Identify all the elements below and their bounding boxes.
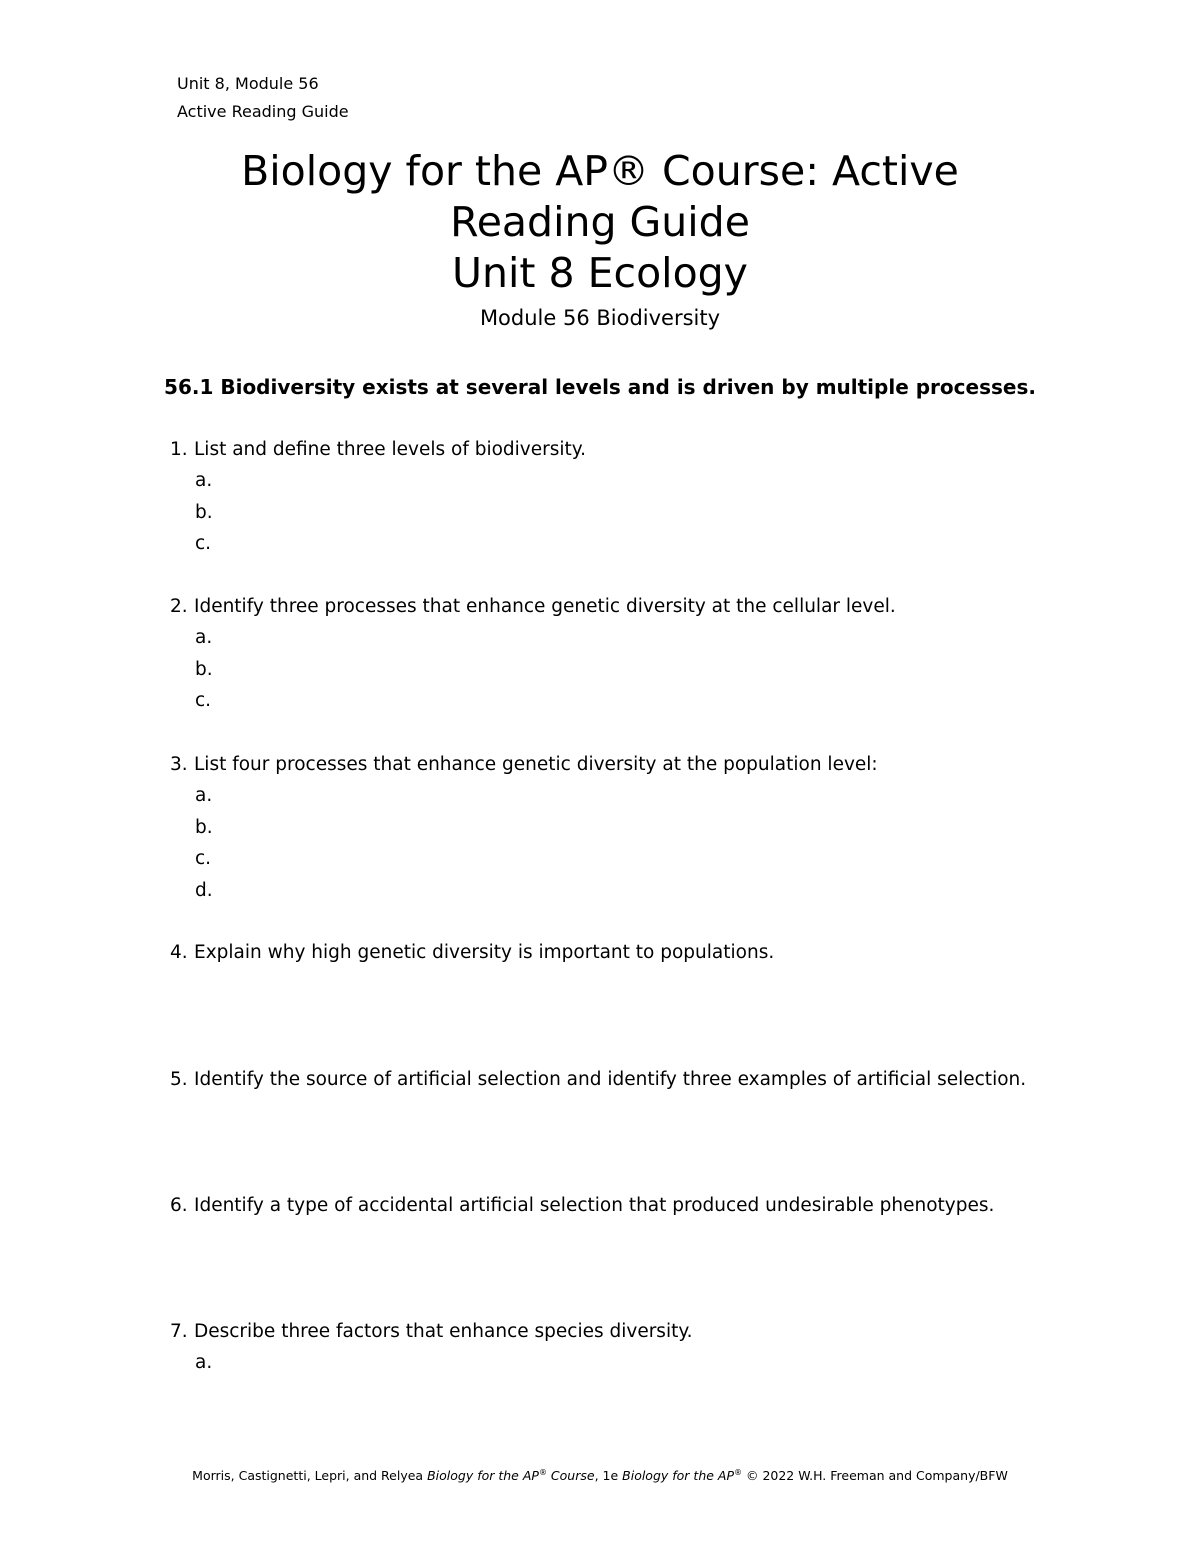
question-1 — [170, 435, 1130, 560]
page-footer — [0, 1463, 1200, 1486]
question-text: List four processes that enhance genetic diversity at the population level: — [194, 754, 878, 775]
question-5 — [170, 1065, 1130, 1095]
question-text: Describe three factors that enhance species diversity. — [194, 1321, 693, 1342]
footer-edition: , 1e — [594, 1468, 623, 1484]
question-3 — [170, 750, 1130, 906]
title-line-1: Biology for the AP® Course: Active — [241, 147, 959, 195]
question-6 — [170, 1191, 1130, 1221]
footer-registered-mark: ® — [538, 1468, 547, 1477]
header-guide-label: Active Reading Guide — [177, 102, 349, 121]
answer-list — [195, 1347, 1130, 1379]
question-text: Identify three processes that enhance genetic diversity at the cellular level. — [194, 596, 896, 617]
answer-list — [195, 622, 1130, 717]
footer-authors: Morris, Castignetti, Lepri, and Relyea — [192, 1468, 428, 1484]
question-number: 5. — [170, 1069, 188, 1090]
footer-copyright: © 2022 W.H. Freeman and Company/BFW — [742, 1468, 1008, 1484]
answer-item-c: c. — [195, 690, 212, 711]
answer-item-a: a. — [195, 1352, 213, 1373]
page-header — [177, 70, 349, 126]
question-number: 4. — [170, 942, 188, 963]
answer-item-a: a. — [195, 785, 213, 806]
footer-book-title-2: Biology for the AP — [622, 1468, 734, 1484]
module-subtitle: Module 56 Biodiversity — [479, 306, 721, 330]
question-number: 7. — [170, 1321, 188, 1342]
footer-book-title-rest: Course — [546, 1468, 595, 1484]
question-2 — [170, 592, 1130, 717]
footer-registered-mark-2: ® — [734, 1468, 742, 1477]
section-heading: 56.1 Biodiversity exists at several levels and is driven by multiple processes. — [164, 375, 1036, 399]
question-number: 2. — [170, 596, 188, 617]
title-line-2: Reading Guide — [450, 198, 750, 246]
answer-item-b: b. — [195, 816, 213, 838]
question-text: Identify a type of accidental artificial selection that produced undesirable phenotypes. — [194, 1195, 995, 1216]
answer-item-c: c. — [195, 533, 212, 554]
header-unit-module: Unit 8, Module 56 — [177, 74, 319, 93]
answer-item-b: b. — [195, 501, 213, 523]
question-text: Identify the source of artificial selection and identify three examples of artificial selection. — [194, 1069, 1027, 1090]
answer-list — [195, 465, 1130, 560]
question-7 — [170, 1317, 1130, 1379]
answer-item-a: a. — [195, 627, 213, 648]
answer-item-a: a. — [195, 470, 213, 491]
question-number: 6. — [170, 1195, 188, 1216]
footer-book-title: Biology for the AP — [427, 1468, 539, 1484]
title-line-3: Unit 8 Ecology — [452, 249, 748, 297]
answer-item-b: b. — [195, 658, 213, 680]
question-4 — [170, 938, 1130, 968]
question-text: List and define three levels of biodiversity. — [194, 439, 586, 460]
answer-item-d: d. — [195, 879, 213, 901]
answer-item-c: c. — [195, 848, 212, 869]
question-text: Explain why high genetic diversity is important to populations. — [194, 942, 775, 963]
answer-list — [195, 780, 1130, 906]
question-number: 1. — [170, 439, 188, 460]
question-number: 3. — [170, 754, 188, 775]
title-block — [0, 146, 1200, 333]
